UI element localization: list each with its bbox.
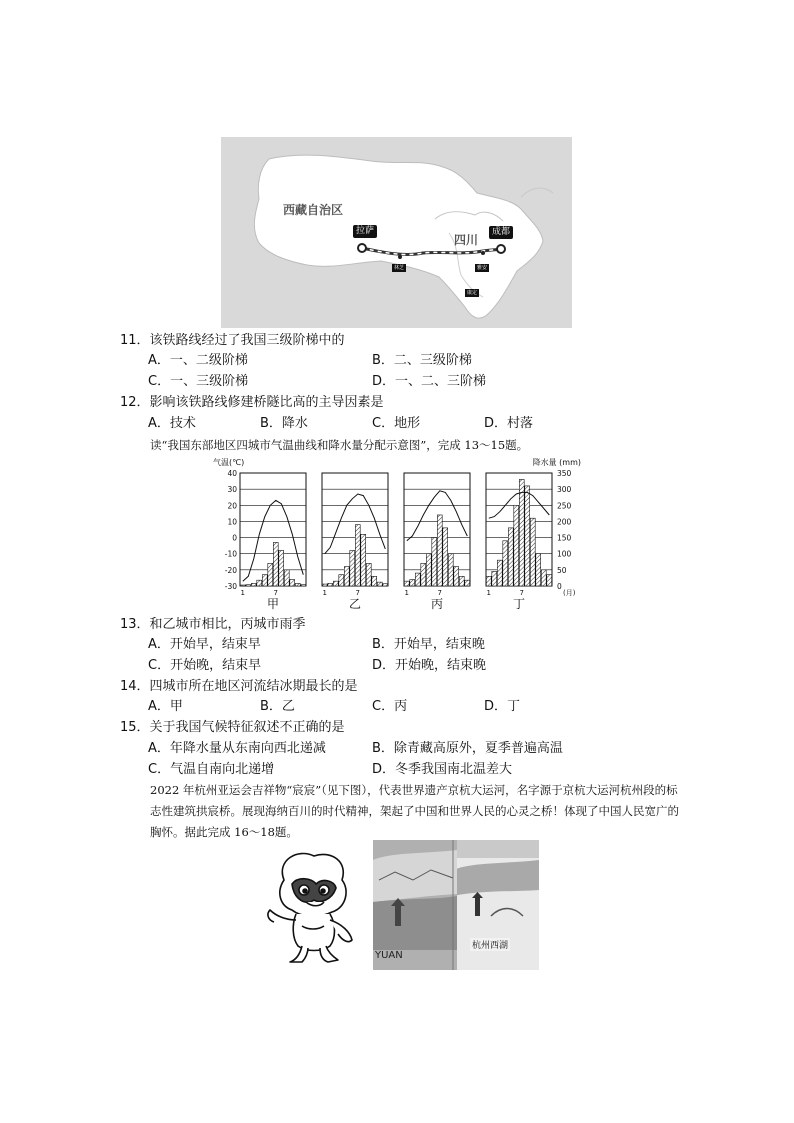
panel-name-label: 甲 bbox=[266, 597, 280, 611]
station-kangding-label: 康定 bbox=[467, 290, 478, 296]
precip-bar bbox=[426, 554, 431, 586]
precip-bar bbox=[541, 570, 546, 586]
question-14-option-d[interactable]: D．丁 bbox=[484, 699, 521, 714]
question-14-option-c[interactable]: C．丙 bbox=[372, 699, 408, 714]
question-14-stem: 14．四城市所在地区河流结冰期最长的是 bbox=[120, 679, 358, 694]
question-12-option-d[interactable]: D．村落 bbox=[484, 416, 534, 431]
question-13-option-b[interactable]: B．开始早，结束晚 bbox=[372, 637, 485, 652]
station-yaan-label: 雅安 bbox=[477, 265, 488, 271]
month-tick-label: 1 bbox=[486, 589, 491, 597]
panel-name-label: 丙 bbox=[430, 597, 444, 611]
temp-tick-label: 20 bbox=[227, 501, 237, 511]
precip-bar bbox=[240, 585, 245, 586]
temp-axis-label: 气温(℃) bbox=[213, 458, 245, 467]
question-12-option-b[interactable]: B．降水 bbox=[260, 416, 308, 431]
precip-bar bbox=[410, 580, 415, 586]
climate-chart-svg bbox=[211, 455, 583, 613]
panel-name-label: 丁 bbox=[512, 597, 526, 611]
precip-bar bbox=[350, 550, 355, 586]
map-graphic bbox=[221, 137, 572, 328]
panel-name-label: 乙 bbox=[348, 597, 362, 611]
railway-map bbox=[221, 137, 572, 328]
mascot-drawing bbox=[262, 850, 362, 965]
precip-bar bbox=[547, 575, 552, 586]
question-11-stem: 11．该铁路线经过了我国三级阶梯中的 bbox=[120, 333, 345, 348]
temp-tick-label: -10 bbox=[224, 549, 237, 559]
precip-bar bbox=[301, 585, 306, 586]
question-15-option-a[interactable]: A．年降水量从东南向西北递减 bbox=[148, 741, 326, 756]
question-15-stem: 15．关于我国气候特征叙述不正确的是 bbox=[120, 720, 345, 735]
lhasa-marker bbox=[358, 244, 366, 252]
city-chengdu-label: 成都 bbox=[489, 226, 513, 239]
precip-bar bbox=[459, 576, 464, 586]
precip-bar bbox=[530, 518, 535, 586]
precip-bar bbox=[514, 505, 519, 586]
precip-bar bbox=[322, 584, 327, 586]
city-lhasa-label: 拉萨 bbox=[353, 225, 377, 238]
precip-tick-label: 0 bbox=[557, 582, 562, 591]
precip-bar bbox=[284, 570, 289, 586]
precip-bar bbox=[333, 581, 338, 586]
precip-tick-label: 300 bbox=[557, 485, 572, 495]
temp-tick-label: -30 bbox=[224, 582, 237, 591]
banknote-yuan-text: YUAN bbox=[375, 950, 403, 961]
precip-bar bbox=[421, 563, 426, 586]
month-tick-label: 7 bbox=[273, 589, 278, 597]
climate-chart bbox=[211, 455, 583, 613]
intro-13-15: 读“我国东部地区四城市气温曲线和降水量分配示意图”，完成 13～15题。 bbox=[150, 438, 529, 452]
region-tibet-label: 西藏自治区 bbox=[283, 203, 344, 217]
precip-bar bbox=[492, 571, 497, 586]
question-13-stem: 13．和乙城市相比，丙城市雨季 bbox=[120, 617, 306, 632]
precip-bar bbox=[443, 528, 448, 586]
precip-bar bbox=[366, 563, 371, 586]
question-11-option-a[interactable]: A．一、二级阶梯 bbox=[148, 353, 248, 368]
month-tick-label: 1 bbox=[240, 589, 245, 597]
mascot-chenchen-illustration bbox=[262, 850, 362, 965]
precip-bar bbox=[251, 583, 256, 586]
precip-bar bbox=[246, 585, 251, 586]
precip-bar bbox=[268, 563, 273, 586]
precip-bar bbox=[344, 567, 349, 586]
precip-bar bbox=[355, 525, 360, 586]
precip-bar bbox=[497, 560, 502, 586]
west-lake-banknote-photo bbox=[373, 840, 539, 970]
precip-axis-label: 降水量 (mm) bbox=[532, 458, 581, 467]
question-13-option-c[interactable]: C．开始晚，结束早 bbox=[148, 658, 262, 673]
precip-bar bbox=[361, 534, 366, 586]
precip-bar bbox=[339, 575, 344, 586]
chengdu-marker bbox=[497, 245, 505, 253]
precip-bar bbox=[404, 581, 409, 586]
precip-bar bbox=[432, 538, 437, 586]
precip-bar bbox=[437, 515, 442, 586]
question-14-option-a[interactable]: A．甲 bbox=[148, 699, 183, 714]
temp-tick-label: 0 bbox=[232, 533, 237, 543]
question-11-option-d[interactable]: D．一、二、三阶梯 bbox=[372, 374, 487, 389]
temp-tick-label: -20 bbox=[224, 565, 237, 575]
precip-bar bbox=[503, 541, 508, 586]
west-lake-caption: 杭州西湖 bbox=[470, 938, 510, 951]
precip-bar bbox=[328, 583, 333, 586]
intro-16-18: 2022 年杭州亚运会吉祥物“宸宸”（见下图），代表世界遗产京杭大运河，名字源于京杭大运河杭州段的标志性建筑拱宸桥。展现海纳百川的时代精神，架起了中国和世界人民的心灵之桥！体现了中国人民宽广的胸怀。据此完成 16～18题。 bbox=[150, 783, 679, 839]
question-14-option-b[interactable]: B．乙 bbox=[260, 699, 295, 714]
precip-bar bbox=[454, 567, 459, 586]
question-13-option-d[interactable]: D．开始晚，结束晚 bbox=[372, 658, 487, 673]
precip-bar bbox=[415, 573, 420, 586]
precip-bar bbox=[486, 576, 491, 586]
precip-tick-label: 350 bbox=[557, 469, 572, 478]
precip-bar bbox=[377, 582, 382, 586]
question-12-option-c[interactable]: C．地形 bbox=[372, 416, 421, 431]
precip-tick-label: 150 bbox=[557, 533, 572, 543]
precip-tick-label: 50 bbox=[557, 565, 567, 575]
precip-bar bbox=[525, 486, 530, 586]
precip-bar bbox=[290, 580, 295, 586]
precip-tick-label: 250 bbox=[557, 501, 572, 511]
temp-tick-label: 10 bbox=[227, 517, 237, 527]
precip-bar bbox=[383, 584, 388, 586]
temp-tick-label: 40 bbox=[227, 469, 237, 478]
question-15-option-b[interactable]: B．除青藏高原外，夏季普遍高温 bbox=[372, 741, 563, 756]
precip-tick-label: 200 bbox=[557, 517, 572, 527]
precip-bar bbox=[279, 550, 284, 586]
precip-bar bbox=[448, 554, 453, 586]
month-tick-label: 1 bbox=[404, 589, 409, 597]
station-linzhi-label: 林芝 bbox=[394, 265, 405, 271]
question-11-option-b[interactable]: B．二、三级阶梯 bbox=[372, 353, 472, 368]
precip-bar bbox=[257, 580, 262, 586]
month-tick-label: 1 bbox=[322, 589, 327, 597]
precip-bar bbox=[262, 575, 267, 586]
precip-bar bbox=[465, 580, 470, 586]
precip-bar bbox=[536, 554, 541, 586]
question-13-option-a[interactable]: A．开始早，结束早 bbox=[148, 637, 261, 652]
question-11-option-c[interactable]: C．一、三级阶梯 bbox=[148, 374, 249, 389]
temp-tick-label: 30 bbox=[227, 485, 237, 495]
precip-bar bbox=[508, 528, 513, 586]
month-unit-label: (月) bbox=[563, 589, 576, 597]
precip-bar bbox=[295, 583, 300, 586]
month-tick-label: 7 bbox=[519, 589, 524, 597]
question-15-option-d[interactable]: D．冬季我国南北温差大 bbox=[372, 762, 513, 777]
month-tick-label: 7 bbox=[437, 589, 442, 597]
question-15-option-c[interactable]: C．气温自南向北递增 bbox=[148, 762, 275, 777]
precip-bar bbox=[372, 576, 377, 586]
precip-tick-label: 100 bbox=[557, 549, 572, 559]
precip-bar bbox=[519, 479, 524, 586]
month-tick-label: 7 bbox=[355, 589, 360, 597]
question-12-option-a[interactable]: A．技术 bbox=[148, 416, 196, 431]
precip-bar bbox=[273, 542, 278, 586]
question-12-stem: 12．影响该铁路线修建桥隧比高的主导因素是 bbox=[120, 395, 384, 410]
region-sichuan-label: 四川 bbox=[454, 233, 479, 247]
